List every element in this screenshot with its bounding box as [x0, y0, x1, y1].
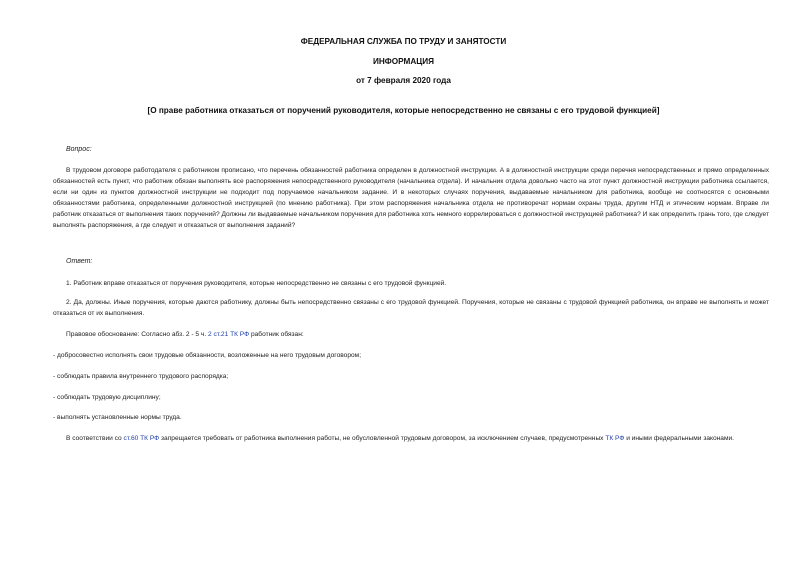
legal-basis — [66, 329, 769, 340]
link-labor-code[interactable]: ТК РФ — [140, 435, 160, 442]
link-labor-code[interactable]: ТК РФ — [230, 331, 250, 338]
duty-item: - добросовестно исполнять свои трудовые обязанности, возложенные на него трудовым договором; — [53, 352, 362, 359]
link-article-21[interactable]: 2 ст.21 — [207, 331, 229, 338]
question-text: В трудовом договоре работодателя с работником прописано, что перечень обязанностей работника определен в должностной инструкции. А в должностной инструкции среди перечня непосредственных и прямо определенных обязанностей есть пункт, что работник обязан выполнять все распоряжения непосредственного руководителя (начальника отдела). И начальник отдела довольно часто на этот пункт должностной инструкции работника ссылается, если ни один из пунктов должностной инструкции не подходит под поручаемое начальником задание. И в некоторых случаях поручения, выдаваемые начальником для работника, вообще не соотносятся с основными обязанностями работника, определенными должностной инструкцией (по мнению работника). При этом распоряжения начальника отдела не противоречат нормам охраны труда, другим НТД и этическим нормам. Вправе ли работник отказаться от выполнения таких поручений? Должны ли выдаваемые начальником поручения для работника хоть немного коррелироваться с должностной инструкцией работника? И как определить грань того, где следует выполнять распоряжения, а где следует и отказаться от выполнения заданий? — [53, 167, 769, 229]
legal-basis-suffix: работник обязан: — [249, 331, 304, 338]
doc-type-heading: ИНФОРМАЦИЯ — [373, 57, 434, 66]
final-paragraph — [53, 433, 769, 444]
agency-heading: ФЕДЕРАЛЬНАЯ СЛУЖБА ПО ТРУДУ И ЗАНЯТОСТИ — [300, 37, 507, 46]
document-title: [О праве работника отказаться от поручений руководителя, которые непосредственно не связаны с его трудовой функцией] — [147, 106, 660, 115]
link-labor-code[interactable]: ТК РФ — [605, 435, 625, 442]
final-suffix: и иными федеральными законами. — [624, 435, 734, 442]
question-label: Вопрос: — [66, 146, 92, 153]
final-prefix: В соответствии со — [66, 435, 124, 442]
legal-basis-prefix: Правовое обоснование: Согласно абз. 2 - 5 ч. — [66, 331, 208, 338]
answer-point-2: 2. Да, должны. Иные поручения, которые даются работнику, должны быть непосредственно связаны с его трудовой функцией. Поручения, которые не связаны с трудовой функцией работника, он вправе не выполнять и может отказаться от их выполнения. — [53, 299, 769, 317]
answer-point-1: 1. Работник вправе отказаться от поручения руководителя, которые непосредственно не связаны с его трудовой функцией. — [66, 280, 447, 287]
doc-date: от 7 февраля 2020 года — [356, 76, 451, 85]
duty-item: - соблюдать правила внутреннего трудового распорядка; — [53, 373, 229, 380]
final-middle: запрещается требовать от работника выполнения работы, не обусловленной трудовым договором, за исключением случаев, предусмотренных — [159, 435, 606, 442]
duty-item: - выполнять установленные нормы труда. — [53, 414, 182, 421]
link-article-60[interactable]: ст.60 — [123, 435, 139, 442]
answer-label: Ответ: — [66, 258, 93, 265]
duty-item: - соблюдать трудовую дисциплину; — [53, 394, 161, 401]
